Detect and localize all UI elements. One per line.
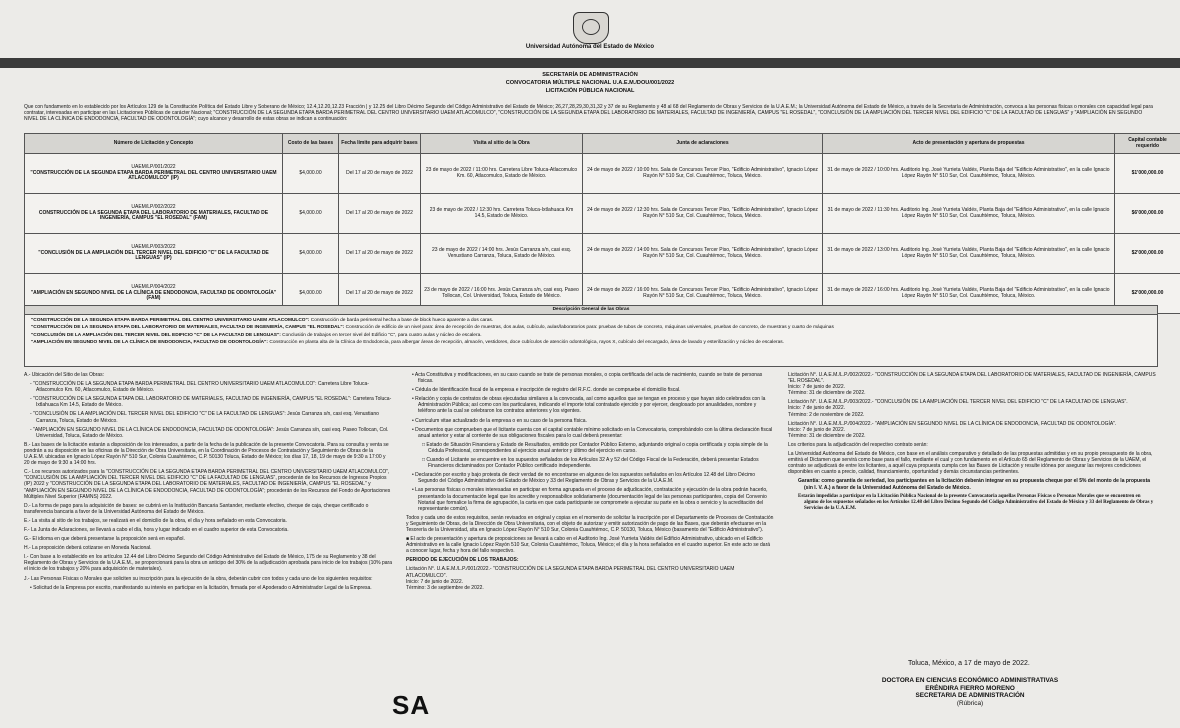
description-item: [31, 317, 1151, 324]
description-item: [31, 324, 1151, 331]
tender-concept: "CONSTRUCCIÓN DE LA SEGUNDA ETAPA BARDA PERIMETRAL DEL CENTRO UNIVERSITARIO UAEM ATLACOMULCO" (IP): [30, 169, 277, 182]
paragraph: Término: 2 de noviembre de 2022.: [788, 411, 865, 418]
paragraph: - "CONCLUSIÓN DE LA AMPLIACIÓN DEL TERCER NIVEL DEL EDIFICIO "C" DE LA FACULTAD DE LENGUAS": Jesús Carranza s/n, casi esq. Venustiano Carranza, Toluca, Estado de México.: [30, 411, 379, 424]
column-left: [24, 372, 392, 594]
paragraph: J.- Las Personas Físicas o Morales que soliciten su inscripción para la ejecución de la obra, deberán cubrir con todos y cada uno de los siguientes requisitos:: [24, 575, 373, 582]
description-item-title: "CONSTRUCCIÓN DE LA SEGUNDA ETAPA DEL LABORATORIO DE MATERIALES, FACULTAD DE INGENIERÍA, CAMPUS "EL ROSEDAL":: [31, 325, 345, 331]
deadline-cell: Del 17 al 20 de mayo de 2022: [339, 274, 421, 314]
acto-cell: 31 de mayo de 2022 / 16:00 hrs. Auditorio Ing. José Yurrieta Valdés, Planta Baja del "Edificio Administrativo", en la calle Ignacio López Rayón N° 510 Sur, Col. Cuauhtémoc, Toluca, México.: [823, 274, 1115, 314]
column-middle: [406, 372, 774, 594]
title-line-3: LICITACIÓN PÚBLICA NACIONAL: [545, 88, 635, 94]
title-line-1: SECRETARÍA DE ADMINISTRACIÓN: [542, 72, 638, 78]
table-header-row: [25, 134, 1180, 154]
signer-title: DOCTORA EN CIENCIAS ECONÓMICO ADMINISTRATIVAS: [881, 677, 1059, 684]
paragraph: • Curriculum vitae actualizado de la empresa o en su caso de la persona física.: [412, 417, 587, 424]
paragraph: C.- Los recursos autorizados para la "CONSTRUCCIÓN DE LA SEGUNDA ETAPA BARDA PERIMETRAL DEL CENTRO UNIVERSITARIO UAEM ATLACOMULCO", "CONCLUSIÓN DE LA AMPLIACIÓN DEL TERCER NIVEL DEL EDIFICIO "C" DE LA FACULTAD DE LENGUAS", procederán de los Recursos de Ingresos Propios (IP) 2022 y "CONSTRUCCIÓN DE LA SEGUNDA ETAPA DEL LABORATORIO DE MATERIALES, FACULTAD DE INGENIERÍA, CAMPUS "EL ROSEDAL" y "AMPLIACIÓN EN SEGUNDO NIVEL DE LA CLÍNICA DE ENDODONCIA, FACULTAD DE ODONTOLOGÍA"; procederán de los Recursos del Fondo de Aportaciones Múltiples Nivel Superior (FAMNS) 2022.: [24, 469, 391, 500]
paragraph: Licitación N°. U.A.E.M./L.P./001/2022.- "CONSTRUCCIÓN DE LA SEGUNDA ETAPA BARDA PERIMETRAL DEL CENTRO UNIVERSITARIO UAEM ATLACOMULCO".: [406, 566, 735, 579]
cost-cell: $4,000.00: [283, 194, 339, 234]
junta-cell: 24 de mayo de 2022 / 16:00 hrs. Sala de Concursos Tercer Piso, "Edificio Administrativo", Ignacio López Rayón N° 510 Sur, Col. Cuauhtémoc, Toluca, México.: [583, 274, 823, 314]
paragraph: • Acta Constitutiva y modificaciones, en su caso cuando se trate de personas morales, o copia certificada del acta de nacimiento, cuando se trate de personas físicas.: [412, 372, 763, 385]
visit-cell: 23 de mayo de 2022 / 11:00 hrs. Carretera Libre Toluca-Atlacomulco Km. 60, Atlacomulco, Estado de México.: [421, 154, 583, 194]
signing-date: Toluca, México, a 17 de mayo de 2022.: [908, 660, 1030, 667]
tender-number: UAEM/LP/003/2022: [131, 243, 176, 250]
paragraph: Licitación N°. U.A.E.M./L.P./003/2022.- "CONCLUSIÓN DE LA AMPLIACIÓN DEL TERCER NIVEL DEL EDIFICIO "C" DE LA FACULTAD DE LENGUAS".: [788, 399, 1128, 406]
paragraph: □ Cuando el Licitante se encuentre en los supuestos señalados de los Artículos 32 A y 52 del Código Fiscal de la Federación, deberá presentar Estados Financieros dictaminados por Contador Público certificado independiente.: [422, 457, 759, 470]
paragraph: Los criterios para la adjudicación del respectivo contrato serán:: [788, 441, 928, 448]
deadline-cell: Del 17 al 20 de mayo de 2022: [339, 154, 421, 194]
capital-cell: $1'000,000.00: [1115, 154, 1180, 194]
paragraph: Término: 31 de diciembre de 2022.: [788, 432, 866, 439]
column-header: Fecha límite para adquirir bases: [339, 134, 421, 154]
paragraph: Estarán impedidas a participar en la Licitación Pública Nacional de la presente Convocatoria aquellas Personas Físicas o Personas Morales que se encuentren en alguno de los supuestos señalados en los Artículos 12.48 del Libro Décimo Segundo del Código Administrativo del Estado de México y 33 del Reglamento de Obras y Servicios de la U.A.E.M.: [798, 493, 1154, 511]
concept-cell: [25, 194, 283, 234]
paragraph: Inicio: 7 de junio de 2022.: [788, 426, 845, 433]
section-heading: PERIODO DE EJECUCIÓN DE LOS TRABAJOS:: [406, 557, 519, 564]
concept-cell: [25, 154, 283, 194]
visit-cell: 23 de mayo de 2022 / 16:00 hrs. Jesús Carranza s/n, casi esq. Paseo Tollocan, Col. Universidad, Toluca, Estado de México.: [421, 274, 583, 314]
paragraph: - "CONSTRUCCIÓN DE LA SEGUNDA ETAPA BARDA PERIMETRAL DEL CENTRO UNIVERSITARIO UAEM ATLACOMULCO": Carretera Libre Toluca-Atlacomulco Km. 60, Atlacomulco, Estado de México.: [30, 381, 369, 394]
paragraph: Licitación N°. U.A.E.M./L.P./002/2022.- "CONSTRUCCIÓN DE LA SEGUNDA ETAPA DEL LABORATORIO DE MATERIALES, FACULTAD DE INGENIERÍA, CAMPUS "EL ROSEDAL".: [788, 372, 1156, 385]
rubrica: (Rúbrica): [956, 699, 984, 707]
paragraph: D.- La forma de pago para la adquisición de bases: se cubrirá en la Institución Bancaria Santander, mediante efectivo, cheque de caja, cheque certificado o transferencia bancaria a favor de la Universidad Autónoma del Estado de México.: [24, 502, 369, 515]
paragraph: G.- El idioma en que deberá presentarse la proposición será en español.: [24, 536, 185, 543]
column-header: Número de Licitación y Concepto: [25, 134, 283, 154]
description-item: [31, 332, 1151, 339]
header: [0, 0, 1180, 60]
description-item-title: "CONSTRUCCIÓN DE LA SEGUNDA ETAPA BARDA PERIMETRAL DEL CENTRO UNIVERSITARIO UAEM ATLACOMULCO":: [31, 318, 310, 323]
column-right: [788, 372, 1156, 515]
capital-cell: $2'000,000.00: [1115, 274, 1180, 314]
description-item-text: Construcción de barda perimetral hecha a base de block hueco aparente a dos caras.: [309, 318, 494, 323]
concept-cell: [25, 234, 283, 274]
paragraph: F.- La Junta de Aclaraciones, se llevará a cabo el día, hora y lugar indicado en el cuadro superior de esta Convocatoria.: [24, 526, 289, 533]
table-row: [25, 194, 1180, 234]
paragraph: □ Estado de Situación Financiera y Estado de Resultados, emitido por Contador Público Externo, adjuntando original o copia certificada y copia simple de la Cédula Profesional, correspondientes al ejercicio anual anterior y último del ejercicio en curso.: [422, 441, 768, 454]
university-seal-icon: [573, 12, 609, 44]
paragraph: Garantía: como garantía de seriedad, los participantes en la licitación deberán integrar en su propuesta cheque por el 5% del monto de la propuesta (sin I. V. A.) a favor de la Universidad Autónoma del Estado de México.: [798, 478, 1151, 491]
university-name: Universidad Autónoma del Estado de México: [525, 44, 655, 50]
paragraph: H.- La proposición deberá cotizarse en Moneda Nacional.: [24, 545, 152, 552]
tender-concept: "CONCLUSIÓN DE LA AMPLIACIÓN DEL TERCER NIVEL DEL EDIFICIO "C" DE LA FACULTAD DE LENGUAS" (IP): [38, 249, 269, 262]
visit-cell: 23 de mayo de 2022 / 12:30 hrs. Carretera Toluca-Ixtlahuaca Km 14.5, Estado de México.: [421, 194, 583, 234]
description-item-text: Conclusión de trabajos en tercer nivel del Edificio "C", para cuatro aulas y núcleo de escalera.: [280, 332, 482, 338]
deadline-cell: Del 17 al 20 de mayo de 2022: [339, 194, 421, 234]
paragraph: • Las personas físicas o morales interesadas en participar en forma agrupada en el proceso de adjudicación, contratación y ejecución de la obra podrán hacerlo, presentando la documentación legal que los acredite y responsabilice solidariamente (documentación legal de las personas participantes, copia del Convenio Notarial que formalice la firma de agrupación, la carta en que cada participante se compromete a ejecutar su parte en la obra o servicio y la acreditación del representante común).: [412, 487, 768, 512]
signer-name: ERÉNDIRA FIERRO MORENO: [925, 684, 1015, 692]
paragraph: La Universidad Autónoma del Estado de México, con base en el análisis comparativo y detallado de las propuestas admitidas y en su propio presupuesto de la obra, emitirá el Dictamen que servirá como base para el fallo, mediante el cual y con fundamento en el Artículo 65 del Reglamento de Obras y Servicios de la UAEM, el contrato se adjudicará de entre los licitantes, a aquél cuya propuesta cumpla con las Bases de Licitación y resulte idónea por asegurar las mejores condiciones disponibles en cuanto a precio, calidad, financiamiento, oportunidad y demás circunstancias pertinentes.: [788, 451, 1153, 476]
paragraph: • Relación y copia de contratos de obras ejecutadas similares a la convocada, así como aquellos que se tengan en proceso y que hayan sido celebrados con la Administración Pública; así como con los particulares, indicando el importe total contratado ejercido y por ejercer, desglosado por anualidades, nombre y teléfono ante la cual se celebraron los contratos anteriores y los vigentes.: [412, 396, 766, 415]
intro-paragraph: Que con fundamento en lo establecido por los Artículos 129 de la Constitución Política del Estado Libre y Soberano de México; 12.4,12.20,12.23 Fracción | y 12.25 del Libro Décimo Segundo del Código Administrativo del Estado de México; 26,27,28,29,30,31,32 y 37 de su Reglamento y 48 al 68 del Reglamento de Obras y Servicios de la U.A.E.M.; la Universidad Autónoma del Estado de México, a través de la Secretaría de Administración, convoca a las personas físicas o morales con capacidad legal para contratar, interesadas en participar en las Licitaciones Públicas de carácter Nacional; "CONSTRUCCIÓN DE LA SEGUNDA ETAPA BARDA PERIMETRAL DEL CENTRO UNIVERSITARIO UAEM ATLACOMULCO", "CONSTRUCCIÓN DE LA SEGUNDA ETAPA DEL LABORATORIO DE MATERIALES, FACULTAD DE INGENIERÍA, CAMPUS "EL ROSEDAL", "CONCLUSIÓN DE LA AMPLIACIÓN DEL TERCER NIVEL DEL EDIFICIO "C" DE LA FACULTAD DE LENGUAS" y "AMPLIACIÓN EN SEGUNDO NIVEL DE LA CLÍNICA DE ENDODONCIA, FACULTAD DE ODONTOLOGÍA"; cuyo alcance y desarrollo de estas obras se indican a continuación:: [24, 104, 1153, 123]
deadline-cell: Del 17 al 20 de mayo de 2022: [339, 234, 421, 274]
cost-cell: $4,000.00: [283, 154, 339, 194]
description-item-text: Construcción en planta alta de la Clínica de Endodoncia, para albergar áreas de recepción, almacén, vestidores, doce cubículos de atención odontológica, rayos X, cubículo del encargado, área de lavado y esterilización y núcleo de escaleras.: [268, 340, 785, 346]
column-header: Junta de aclaraciones: [583, 134, 823, 154]
table-row: [25, 234, 1180, 274]
description-item-title: "CONCLUSIÓN DE LA AMPLIACIÓN DEL TERCER NIVEL DEL EDIFICIO "C" DE LA FACULTAD DE LENGUAS":: [31, 332, 281, 338]
junta-cell: 24 de mayo de 2022 / 12:30 hrs. Sala de Concursos Tercer Piso, "Edificio Administrativo", Ignacio López Rayón N° 510 Sur, Col. Cuauhtémoc, Toluca, México.: [583, 194, 823, 234]
paragraph: I.- Con base a lo establecido en los artículos 12.44 del Libro Décimo Segundo del Código Administrativo del Estado de México, 175 de su Reglamento y 38 del Reglamento de Obras y Servicios de la U.A.E.M., se proporcionará para la obra un anticipo del 30% de la adjudicación aprobada para inicio de los trabajos (10% para el inicio de los trabajos y 20% para adquisición de materiales).: [24, 554, 392, 573]
acto-cell: 31 de mayo de 2022 / 11:30 hrs. Auditorio Ing. José Yurrieta Valdés, Planta Baja del "Edificio Administrativo", en la calle Ignacio López Rayón N° 510 Sur, Col. Cuauhtémoc, Toluca, México.: [823, 194, 1115, 234]
paragraph: Término: 31 de diciembre de 2022.: [788, 390, 866, 397]
sa-mark: SA: [392, 690, 431, 720]
tender-table: [24, 133, 1180, 314]
paragraph: • Documentos que comprueben que el licitante cuenta con el capital contable mínimo solicitado en la Convocatoria, comprobándolo con la última declaración fiscal anual anterior y estar al corriente de sus obligaciones fiscales para lo cual deberá presentar:: [412, 426, 773, 439]
junta-cell: 24 de mayo de 2022 / 10:00 hrs. Sala de Concursos Tercer Piso, "Edificio Administrativo", Ignacio López Rayón N° 510 Sur, Col. Cuauhtémoc, Toluca, México.: [583, 154, 823, 194]
tender-number: UAEM/LP/004/2022: [131, 283, 176, 290]
paragraph: E.- La visita al sitio de los trabajos, se realizará en el domicilio de la obra, el día y hora señalado en esta Convocatoria.: [24, 517, 287, 524]
tender-number: UAEM/LP/002/2022: [131, 203, 176, 210]
column-header: Visita al sitio de la Obra: [421, 134, 583, 154]
column-header: Acto de presentación y apertura de propuestas: [823, 134, 1115, 154]
tender-concept: "AMPLIACIÓN EN SEGUNDO NIVEL DE LA CLÍNICA DE ENDODONCIA, FACULTAD DE ODONTOLOGÍA" (FAM): [30, 289, 277, 302]
paragraph: Inicio: 7 de junio de 2022.: [788, 405, 845, 412]
paragraph: • Cédula de Identificación fiscal de la empresa e inscripción de registro del R.F.C. donde se compruebe el domicilio fiscal.: [412, 387, 681, 394]
description-item-title: "AMPLIACIÓN EN SEGUNDO NIVEL DE LA CLÍNICA DE ENDODONCIA, FACULTAD DE ODONTOLOGÍA":: [31, 340, 269, 346]
works-description-title: Descripción General de las Obras: [25, 306, 1157, 315]
works-description: [24, 305, 1158, 367]
table-row: [25, 154, 1180, 194]
signature-block: [860, 677, 1080, 707]
title-line-2: CONVOCATORIA MÚLTIPLE NACIONAL U.A.E.M./DOU/001/2022: [505, 80, 675, 86]
acto-cell: 31 de mayo de 2022 / 10:00 hrs. Auditorio Ing. José Yurrieta Valdés, Planta Baja del "Edificio Administrativo", en la calle Ignacio López Rayón N° 510 Sur, Col. Cuauhtémoc, Toluca, México.: [823, 154, 1115, 194]
column-header: Capital contable requerido: [1115, 134, 1180, 154]
paragraph: Inicio: 7 de junio de 2022.: [788, 384, 845, 391]
description-item-text: Construcción de edificio de un nivel para: área de recepción de muestras, dos aulas, cubículo, aulas/laboratorios para: pruebas de tubos de concreto, máquinas universales, pruebas de concreto, de muestras y cuarto de máquinas: [344, 325, 834, 331]
paragraph: ■ El acto de presentación y apertura de proposiciones se llevará a cabo en el Auditorio Ing. José Yurrieta Valdés del Edificio Administrativo, ubicado en el Edificio Administrativo en la calle Ignacio López Rayón 510 Sur, Colonia Cuauhtémoc, Toluca, México; el día y la hora señalados en el cuadro superior. En este acto se dará a conocer lugar, fecha y hora del fallo respectivo.: [406, 536, 771, 555]
paragraph: Todos y cada uno de estos requisitos, serán revisados en original y copias en el momento de solicitar la inscripción por el Departamento de Procesos de Contratación y Seguimiento de Obras, de la Dirección de Obra Universitaria, con el objeto de autorizar y emitir autorización de pago de las Bases, que deberán efectuarse en la Tesorería de la Universidad, sita en Ignacio López Rayón N° 510 Sur, Colonia Cuauhtémoc, C.P. 50130, Toluca, México (basamento del "Edificio Administrativo").: [406, 514, 774, 533]
paragraph: A.- Ubicación del Sitio de las Obras:: [24, 372, 105, 378]
paragraph: - "CONSTRUCCIÓN DE LA SEGUNDA ETAPA DEL LABORATORIO DE MATERIALES, FACULTAD DE INGENIERÍA, CAMPUS "EL ROSEDAL": Carretera Toluca-Ixtlahuaca Km 14.5, Estado de México.: [30, 396, 392, 409]
cost-cell: $4,000.00: [283, 234, 339, 274]
paragraph: Inicio: 7 de junio de 2022.: [406, 578, 463, 585]
capital-cell: $6'000,000.00: [1115, 194, 1180, 234]
visit-cell: 23 de mayo de 2022 / 14:00 hrs. Jesús Carranza s/n, casi esq. Venustiano Carranza, Toluca, Estado de México.: [421, 234, 583, 274]
paragraph: • Solicitud de la Empresa por escrito, manifestando su interés en participar en la licitación, firmada por el Apoderado o Administrador Legal de la Empresa.: [30, 584, 372, 591]
header-band: [0, 58, 1180, 68]
signer-position: SECRETARIA DE ADMINISTRACIÓN: [915, 692, 1025, 700]
paragraph: - "AMPLIACIÓN EN SEGUNDO NIVEL DE LA CLÍNICA DE ENDODONCIA, FACULTAD DE ODONTOLOGÍA": Jesús Carranza s/n, casi esq. Paseo Tollocan, Col. Universidad, Toluca, Estado de México.: [30, 426, 389, 439]
junta-cell: 24 de mayo de 2022 / 14:00 hrs. Sala de Concursos Tercer Piso, "Edificio Administrativo", Ignacio López Rayón N° 510 Sur, Col. Cuauhtémoc, Toluca, México.: [583, 234, 823, 274]
paragraph: Licitación N°. U.A.E.M./L.P./004/2022.- "AMPLIACIÓN EN SEGUNDO NIVEL DE LA CLÍNICA DE ENDODONCIA, FACULTAD DE ODONTOLOGÍA".: [788, 420, 1117, 427]
tender-number: UAEM/LP/001/2022: [131, 163, 176, 170]
tender-concept: CONSTRUCCIÓN DE LA SEGUNDA ETAPA DEL LABORATORIO DE MATERIALES, FACULTAD DE INGENIERÍA, CAMPUS "EL ROSEDAL" (FAM): [38, 209, 269, 222]
works-description-body: [25, 315, 1157, 349]
acto-cell: 31 de mayo de 2022 / 13:00 hrs. Auditorio Ing. José Yurrieta Valdés, Planta Baja del "Edificio Administrativo", en la calle Ignacio López Rayón N° 510 Sur, Col. Cuauhtémoc, Toluca, México.: [823, 234, 1115, 274]
column-header: Costo de las bases: [283, 134, 339, 154]
paragraph: B.- Las bases de la licitación estarán a disposición de los interesados, a partir de la fecha de la publicación de la presente Convocatoria. Para su consulta y venta se pondrán a su disposición en las oficinas de la Dirección de Obra Universitaria, en la Coordinación de Procesos de Contratación y Seguimiento de Obras de la U.A.E.M. ubicadas en Ignacio López Rayón N° 510 Sur, Colonia Cuauhtémoc, C.P. 50130 Toluca, Estado de México; los días 17, 18, 19 de mayo de 9:30 a 17:00 y 20 de mayo de 9:30 a 14:00 hrs.: [24, 441, 389, 467]
description-item: [31, 339, 1151, 346]
cost-cell: $4,000.00: [283, 274, 339, 314]
paragraph: Término: 3 de septiembre de 2022.: [406, 584, 484, 591]
paragraph: • Declaración por escrito y bajo protesta de decir verdad de no encontrarse en algunos de los supuestos señalados en los Artículos 12.48 del Libro Décimo Segundo del Código Administrativo del Estado de México y 33 del Reglamento de Obras y Servicios de la U.A.E.M.: [412, 472, 756, 485]
capital-cell: $2'000,000.00: [1115, 234, 1180, 274]
